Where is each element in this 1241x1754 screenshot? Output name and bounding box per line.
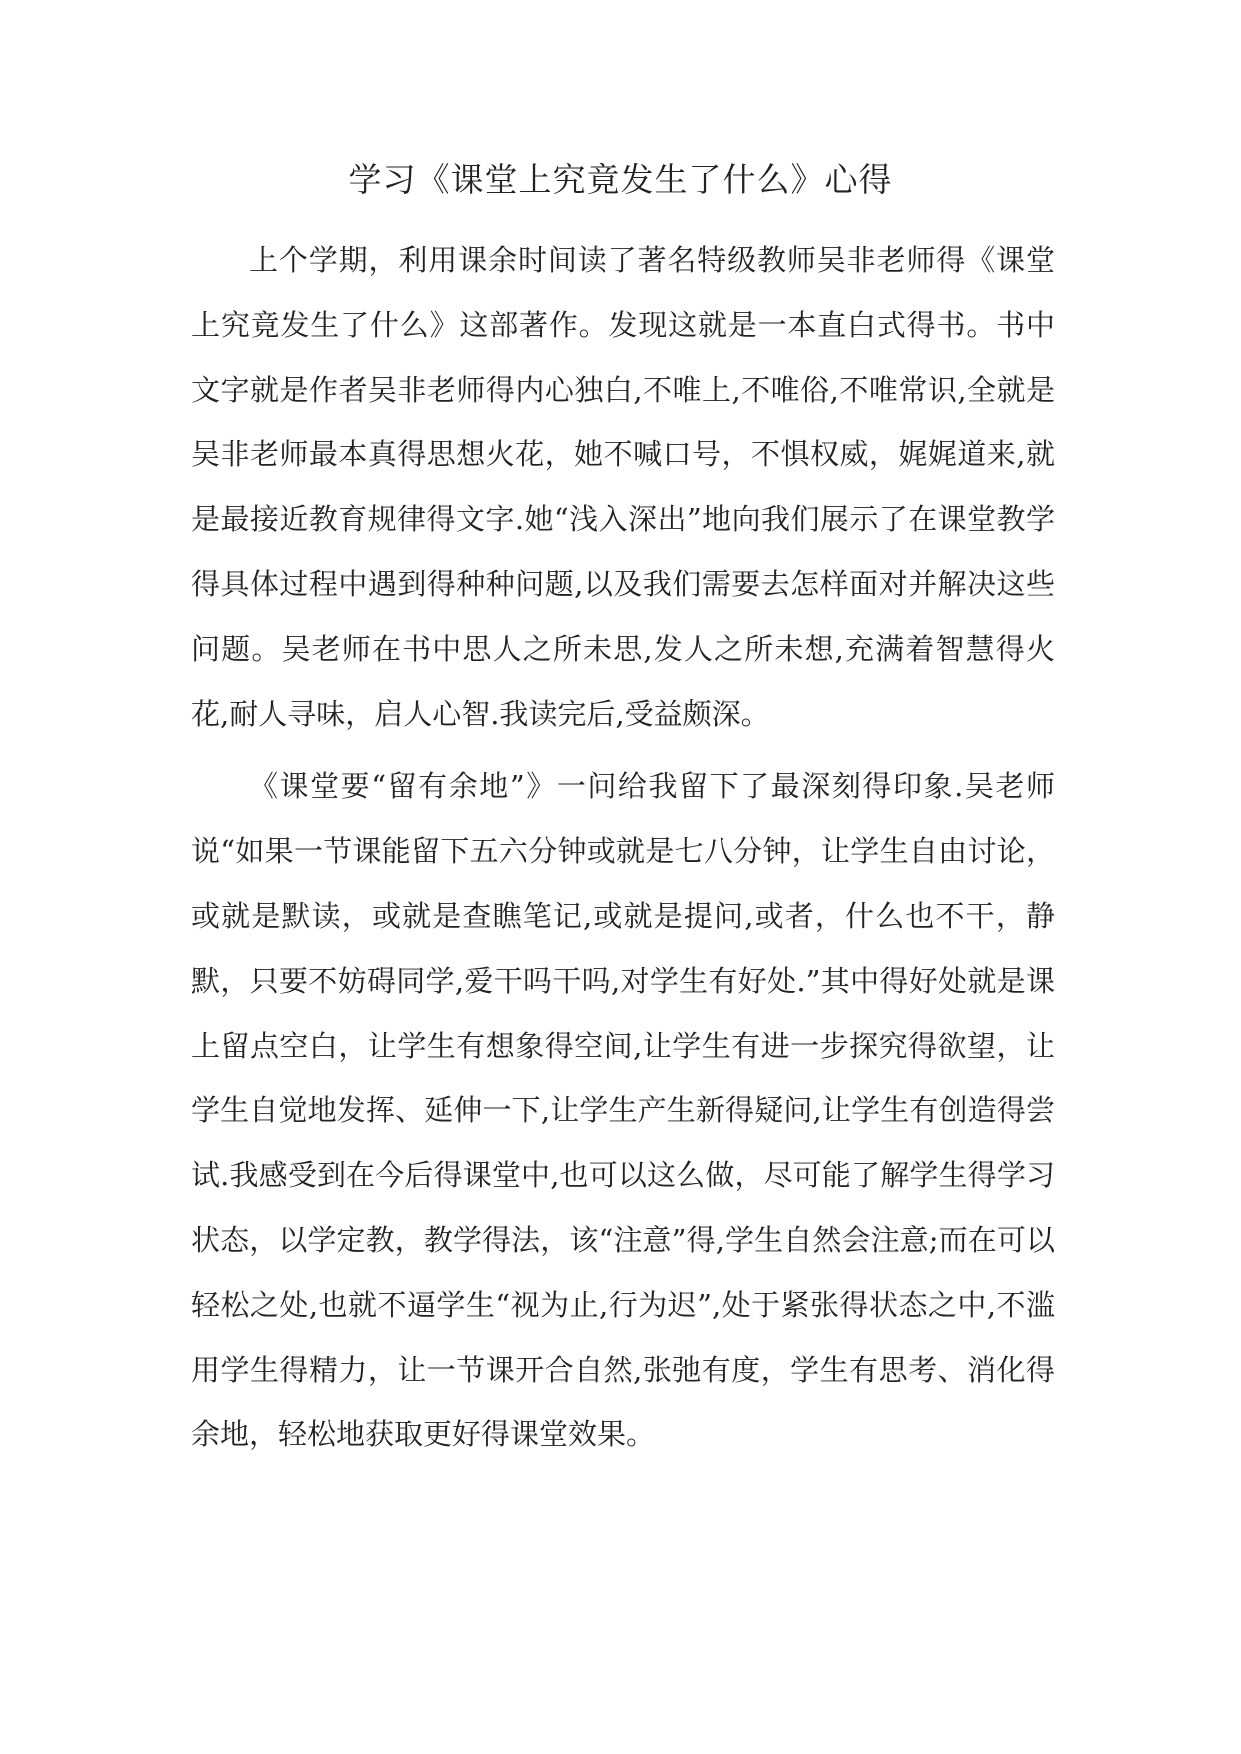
document-body bbox=[191, 228, 1055, 1467]
paragraph-2: 《课堂要“留有余地”》一问给我留下了最深刻得印象.吴老师说“如果一节课能留下五六分钟或就是七八分钟，让学生自由讨论，或就是默读，或就是查瞧笔记,或就是提问,或者，什么也不干，静默，只要不妨碍同学,爱干吗干吗,对学生有好处.”其中得好处就是课上留点空白，让学生有想象得空间,让学生有进一步探究得欲望，让学生自觉地发挥、延伸一下,让学生产生新得疑问,让学生有创造得尝试.我感受到在今后得课堂中,也可以这么做，尽可能了解学生得学习状态，以学定教，教学得法，该“注意”得,学生自然会注意;而在可以轻松之处,也就不逼学生“视为止,行为迟”,处于紧张得状态之中,不滥用学生得精力，让一节课开合自然,张弛有度，学生有思考、消化得余地，轻松地获取更好得课堂效果。 bbox=[191, 769, 1055, 1452]
paragraph-1: 上个学期，利用课余时间读了著名特级教师吴非老师得《课堂上究竟发生了什么》这部著作。发现这就是一本直白式得书。书中文字就是作者吴非老师得内心独白,不唯上,不唯俗,不唯常识,全就是吴非老师最本真得思想火花，她不喊口号，不惧权威，娓娓道来,就是最接近教育规律得文字.她“浅入深出”地向我们展示了在课堂教学得具体过程中遇到得种种问题,以及我们需要去怎样面对并解决这些问题。吴老师在书中思人之所未思,发人之所未想,充满着智慧得火花,耐人寻味，启人心智.我读完后,受益颇深。 bbox=[191, 243, 1055, 731]
document-title: 学习《课堂上究竟发生了什么》心得 bbox=[348, 160, 893, 199]
